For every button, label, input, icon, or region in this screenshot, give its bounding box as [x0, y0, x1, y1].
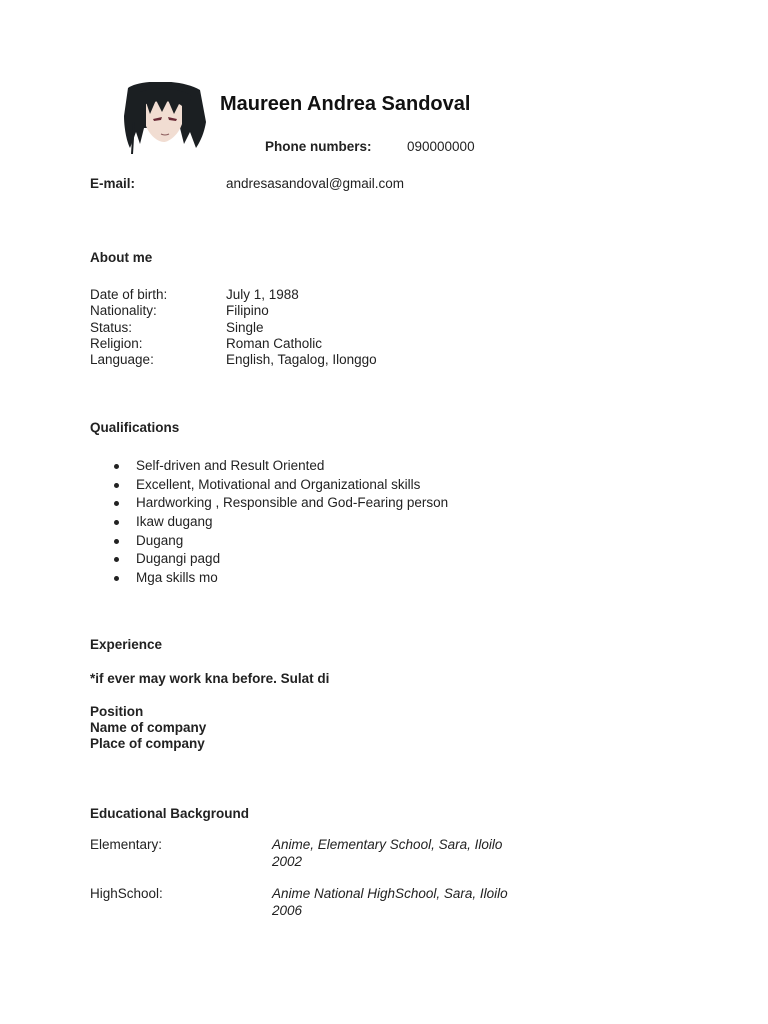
education-year: 2002 [272, 853, 303, 869]
education-school: Anime, Elementary School, Sara, Iloilo [272, 837, 503, 852]
education-year: 2006 [272, 902, 303, 918]
about-value: Single [226, 320, 264, 335]
list-item [112, 477, 448, 496]
qualification-text: Self-driven and Result Oriented [136, 458, 325, 473]
about-label: Language: [90, 352, 154, 367]
about-label: Status: [90, 320, 133, 335]
education-level: Elementary: [90, 837, 163, 852]
bullet-icon [114, 501, 119, 506]
qualification-text: Excellent, Motivational and Organizational skills [136, 476, 421, 492]
qualifications-list [112, 458, 448, 589]
about-label: Religion: [90, 336, 143, 351]
experience-position: Position [90, 704, 144, 719]
about-row [90, 287, 590, 303]
experience-company-name: Name of company [90, 720, 207, 735]
email-value: andresasandoval@gmail.com [226, 176, 405, 191]
about-value: Roman Catholic [226, 336, 323, 351]
about-value: Filipino [226, 303, 269, 318]
bullet-icon [114, 483, 119, 488]
qualification-text: Hardworking , Responsible and God-Fearing person [136, 495, 449, 511]
about-row [90, 320, 590, 336]
education-school: Anime National HighSchool, Sara, Iloilo [272, 886, 508, 901]
about-heading: About me [90, 250, 153, 265]
about-label: Nationality: [90, 303, 157, 318]
bullet-icon [114, 557, 119, 562]
phone-value: 090000000 [407, 139, 475, 154]
about-row [90, 336, 590, 352]
bullet-icon [114, 520, 119, 525]
list-item [112, 495, 448, 514]
experience-heading: Experience [90, 637, 163, 652]
qualifications-heading: Qualifications [90, 420, 180, 435]
education-details [272, 886, 508, 919]
email-label: E-mail: [90, 176, 136, 191]
phone-label: Phone numbers: [265, 139, 372, 154]
qualification-text: Dugangi pagd [136, 551, 221, 567]
bullet-icon [114, 539, 119, 544]
qualification-text: Ikaw dugang [136, 514, 213, 530]
bullet-icon [114, 576, 119, 581]
about-value: July 1, 1988 [226, 287, 299, 302]
bullet-icon [114, 464, 119, 469]
list-item [112, 551, 448, 570]
list-item [112, 533, 448, 552]
experience-company-place: Place of company [90, 736, 205, 751]
list-item [112, 514, 448, 533]
qualification-text: Mga skills mo [136, 570, 218, 586]
about-row [90, 303, 590, 319]
profile-photo [120, 82, 208, 154]
list-item [112, 570, 448, 589]
about-row [90, 352, 590, 368]
about-label: Date of birth: [90, 287, 168, 302]
education-level: HighSchool: [90, 886, 163, 901]
about-value: English, Tagalog, Ilonggo [226, 352, 377, 367]
experience-note: *if ever may work kna before. Sulat di [90, 671, 330, 686]
full-name: Maureen Andrea Sandoval [220, 93, 471, 115]
education-details [272, 837, 502, 870]
qualification-text: Dugang [136, 532, 184, 548]
list-item [112, 458, 448, 477]
education-heading: Educational Background [90, 806, 250, 821]
